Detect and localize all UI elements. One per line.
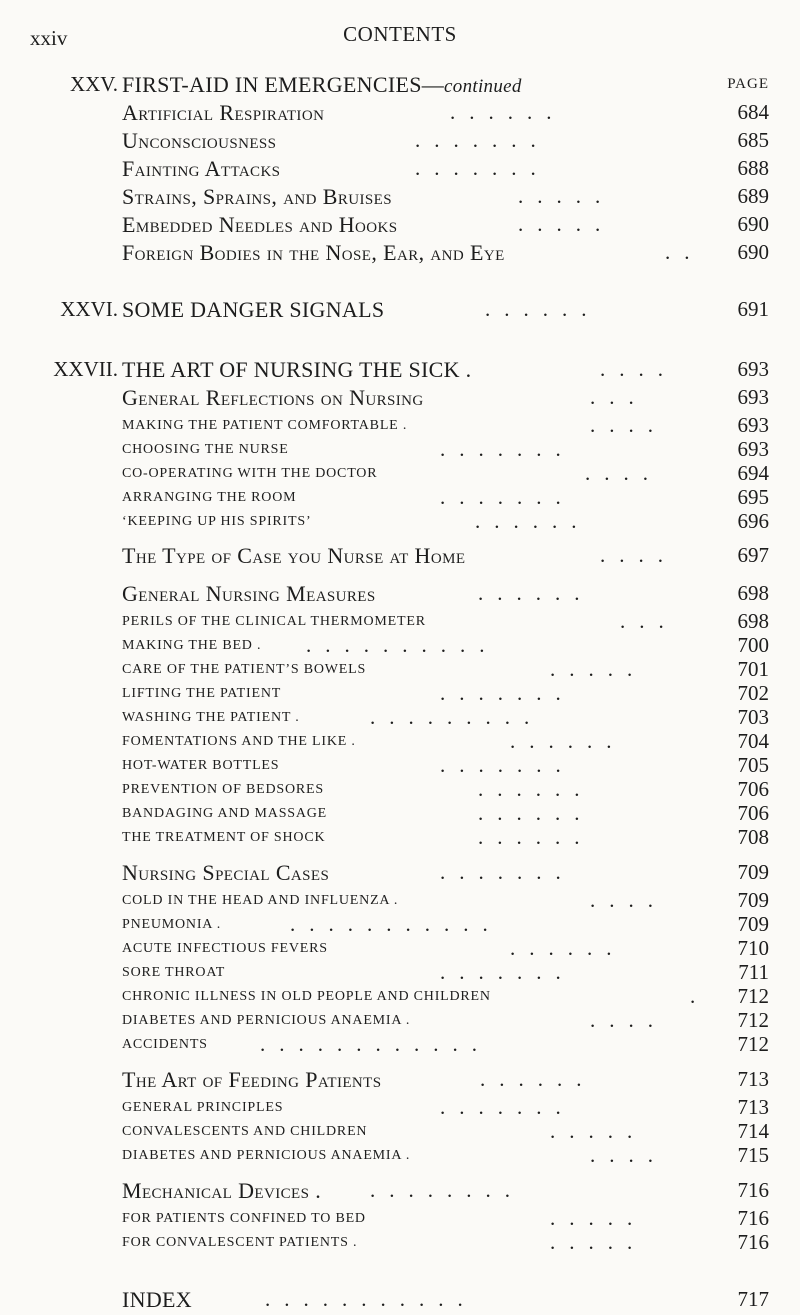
dot-leader: ... [620, 609, 678, 633]
dot-leader: ....... [440, 681, 575, 705]
subentry-page: 712 [737, 1032, 769, 1056]
subentry-title: LIFTING THE PATIENT [122, 686, 282, 701]
section-page: 716 [737, 1178, 769, 1202]
running-head: CONTENTS [343, 22, 457, 46]
section-title: The Art of Feeding Patients [122, 1067, 382, 1092]
subentry-page: 701 [737, 657, 769, 681]
dot-leader: ....... [440, 753, 575, 777]
dot-leader: ....... [440, 1095, 575, 1119]
subentry-page: 706 [737, 777, 769, 801]
dot-leader: .... [590, 1143, 667, 1167]
page-folio: xxiv [30, 26, 68, 50]
entry-title: Unconsciousness [122, 128, 277, 153]
subentry-title: DIABETES AND PERNICIOUS ANAEMIA . [122, 1013, 411, 1028]
section-title: General Nursing Measures [122, 581, 376, 606]
subentry-title: HOT-WATER BOTTLES [122, 758, 280, 773]
entry-title: Strains, Sprains, and Bruises [122, 184, 392, 209]
section-title: General Reflections on Nursing [122, 385, 424, 410]
dot-leader: ...... [478, 581, 594, 605]
dot-leader: ....... [440, 860, 575, 884]
subentry-page: 693 [737, 413, 769, 437]
dot-leader: .. [665, 240, 704, 264]
subentry-page: 703 [737, 705, 769, 729]
subentry-row [0, 1143, 800, 1171]
subentry-page: 702 [737, 681, 769, 705]
dot-leader: ........ [370, 1178, 524, 1202]
subentry-title: MAKING THE BED . [122, 638, 262, 653]
dot-leader: ...... [478, 777, 594, 801]
chapter-row [0, 72, 800, 100]
dot-leader: ....... [415, 128, 550, 152]
subentry-title: ACUTE INFECTIOUS FEVERS [122, 941, 328, 956]
subentry-page: 694 [737, 461, 769, 485]
entry-title: Embedded Needles and Hooks [122, 212, 398, 237]
dot-leader: ..... [550, 1119, 647, 1143]
chapter-page: 691 [737, 297, 769, 321]
dot-leader: ... [590, 385, 648, 409]
subentry-title: ARRANGING THE ROOM [122, 490, 297, 505]
dot-leader: ....... [440, 960, 575, 984]
dot-leader: .... [600, 357, 677, 381]
entry-title: Foreign Bodies in the Nose, Ear, and Eye [122, 240, 505, 265]
subentry-title: CHRONIC ILLNESS IN OLD PEOPLE AND CHILDREN [122, 989, 491, 1004]
entry-page: 690 [737, 240, 769, 264]
chapter-page: 693 [737, 357, 769, 381]
index-row [0, 1287, 800, 1315]
toc-entry [0, 156, 800, 184]
section-row [0, 1178, 800, 1206]
dot-leader: ...... [510, 729, 626, 753]
subentry-row [0, 509, 800, 537]
dot-leader: ...... [475, 509, 591, 533]
subentry-row [0, 1032, 800, 1060]
dot-leader: .... [590, 1008, 667, 1032]
entry-title: Artificial Respiration [122, 100, 325, 125]
subentry-page: 709 [737, 888, 769, 912]
toc-entry [0, 212, 800, 240]
section-row [0, 860, 800, 888]
subentry-page: 698 [737, 609, 769, 633]
dot-leader: ...... [478, 801, 594, 825]
entry-page: 685 [737, 128, 769, 152]
subentry-title: WASHING THE PATIENT . [122, 710, 300, 725]
section-row [0, 581, 800, 609]
entry-page: 688 [737, 156, 769, 180]
continued-note: continued [444, 76, 522, 97]
subentry-title: THE TREATMENT OF SHOCK [122, 830, 326, 845]
chapter-number: XXVII. [53, 357, 118, 381]
subentry-title: PREVENTION OF BEDSORES [122, 782, 324, 797]
subentry-title: CO-OPERATING WITH THE DOCTOR [122, 466, 378, 481]
subentry-row [0, 825, 800, 853]
dot-leader: ............ [260, 1032, 491, 1056]
chapter-title: SOME DANGER SIGNALS [122, 297, 385, 322]
entry-page: 689 [737, 184, 769, 208]
dot-leader: ...... [450, 100, 566, 124]
chapter-title: THE ART OF NURSING THE SICK . [122, 357, 472, 382]
subentry-page: 716 [737, 1230, 769, 1254]
entry-page: 684 [737, 100, 769, 124]
subentry-page: 705 [737, 753, 769, 777]
chapter-number: XXV. [69, 72, 118, 96]
chapter-row [0, 357, 800, 385]
toc-entry [0, 184, 800, 212]
page-header [30, 14, 770, 50]
subentry-title: PNEUMONIA . [122, 917, 222, 932]
subentry-page: 708 [737, 825, 769, 849]
dot-leader: ..... [550, 657, 647, 681]
dot-leader: .......... [306, 633, 499, 657]
subentry-page: 710 [737, 936, 769, 960]
entry-page: 690 [737, 212, 769, 236]
page-column-label: PAGE [727, 76, 769, 92]
section-title: Nursing Special Cases [122, 860, 330, 885]
subentry-title: CONVALESCENTS AND CHILDREN [122, 1124, 368, 1139]
section-row [0, 385, 800, 413]
dot-leader: ....... [440, 485, 575, 509]
subentry-page: 704 [737, 729, 769, 753]
toc-entry [0, 100, 800, 128]
subentry-page: 709 [737, 912, 769, 936]
dot-leader: ....... [415, 156, 550, 180]
subentry-title: ‘KEEPING UP HIS SPIRITS’ [122, 514, 312, 529]
subentry-page: 693 [737, 437, 769, 461]
subentry-title: SORE THROAT [122, 965, 226, 980]
subentry-page: 695 [737, 485, 769, 509]
dot-leader: ..... [550, 1230, 647, 1254]
subentry-title: CARE OF THE PATIENT’S BOWELS [122, 662, 367, 677]
chapter-number: XXVI. [60, 297, 118, 321]
subentry-page: 712 [737, 984, 769, 1008]
section-page: 697 [737, 543, 769, 567]
toc-entry [0, 128, 800, 156]
subentry-title: BANDAGING AND MASSAGE [122, 806, 328, 821]
chapter-row [0, 297, 800, 325]
subentry-page: 706 [737, 801, 769, 825]
section-title: Mechanical Devices . [122, 1178, 322, 1203]
subentry-page: 712 [737, 1008, 769, 1032]
subentry-page: 713 [737, 1095, 769, 1119]
subentry-page: 714 [737, 1119, 769, 1143]
dot-leader: ......... [370, 705, 544, 729]
dot-leader: ....... [440, 437, 575, 461]
dot-leader: .... [590, 888, 667, 912]
section-row [0, 1067, 800, 1095]
section-page: 693 [737, 385, 769, 409]
index-title: INDEX [122, 1287, 192, 1312]
subentry-title: FOR PATIENTS CONFINED TO BED [122, 1211, 366, 1226]
subentry-title: FOMENTATIONS AND THE LIKE . [122, 734, 356, 749]
dot-leader: . [690, 984, 710, 1008]
chapter-title: FIRST-AID IN EMERGENCIES—continued [122, 72, 522, 97]
dot-leader: ..... [550, 1206, 647, 1230]
index-page: 717 [737, 1287, 769, 1311]
subentry-title: GENERAL PRINCIPLES [122, 1100, 284, 1115]
dot-leader: .... [590, 413, 667, 437]
section-page: 713 [737, 1067, 769, 1091]
dot-leader: ..... [518, 184, 615, 208]
subentry-row [0, 1230, 800, 1258]
subentry-title: DIABETES AND PERNICIOUS ANAEMIA . [122, 1148, 411, 1163]
dot-leader: ...... [478, 825, 594, 849]
subentry-page: 711 [738, 960, 769, 984]
subentry-title: ACCIDENTS [122, 1037, 208, 1052]
section-title: The Type of Case you Nurse at Home [122, 543, 466, 568]
subentry-page: 696 [737, 509, 769, 533]
dot-leader: ........... [290, 912, 502, 936]
dot-leader: ........... [265, 1287, 477, 1311]
subentry-title: PERILS OF THE CLINICAL THERMOMETER [122, 614, 426, 629]
dot-leader: .... [600, 543, 677, 567]
entry-title: Fainting Attacks [122, 156, 281, 181]
subentry-title: COLD IN THE HEAD AND INFLUENZA . [122, 893, 399, 908]
subentry-title: MAKING THE PATIENT COMFORTABLE . [122, 418, 408, 433]
subentry-title: CHOOSING THE NURSE [122, 442, 289, 457]
dot-leader: ...... [480, 1067, 596, 1091]
dot-leader: ..... [518, 212, 615, 236]
section-page: 698 [737, 581, 769, 605]
toc-entry [0, 240, 800, 268]
section-page: 709 [737, 860, 769, 884]
subentry-title: FOR CONVALESCENT PATIENTS . [122, 1235, 358, 1250]
dot-leader: ...... [485, 297, 601, 321]
subentry-page: 715 [737, 1143, 769, 1167]
dot-leader: .... [585, 461, 662, 485]
subentry-page: 716 [737, 1206, 769, 1230]
section-row [0, 543, 800, 571]
dot-leader: ...... [510, 936, 626, 960]
subentry-page: 700 [737, 633, 769, 657]
